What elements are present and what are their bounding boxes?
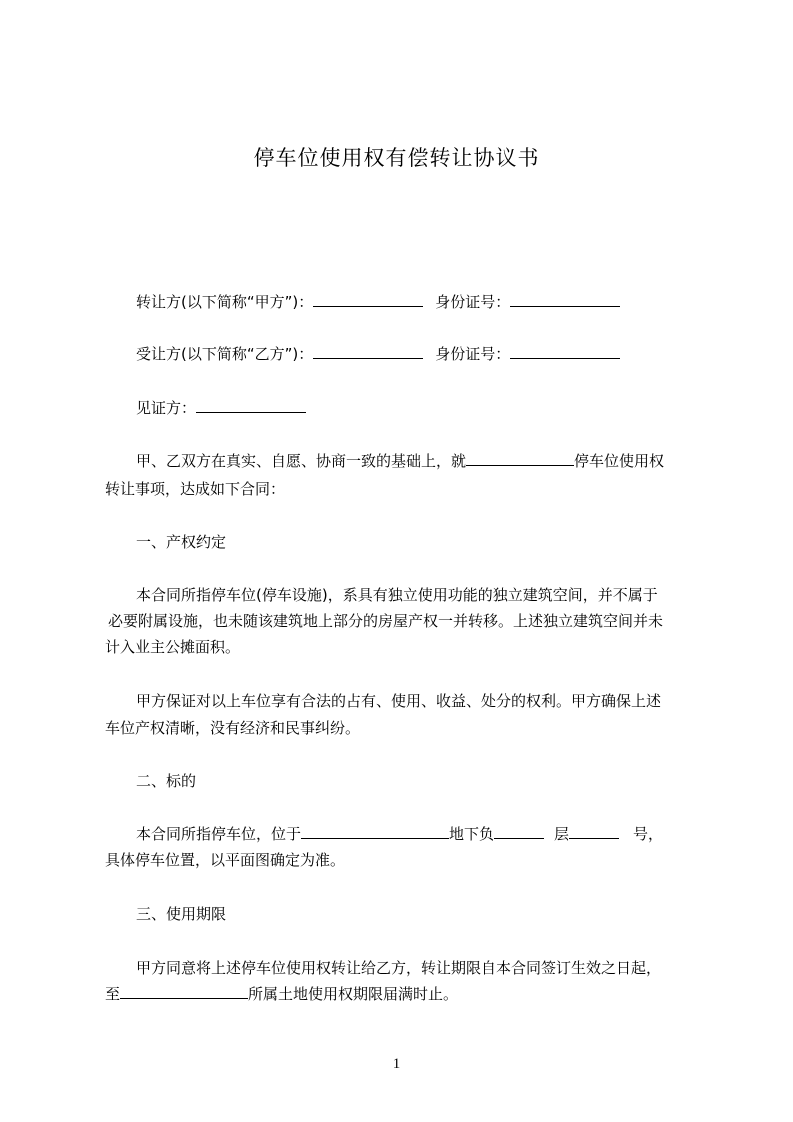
witness-line <box>136 398 306 418</box>
intro-location-blank[interactable] <box>466 451 574 466</box>
transferee-id-label: 身份证号： <box>435 345 511 363</box>
section3-line1: 甲方同意将上述停车位使用权转让给乙方，转让期限自本合同签订生效之日起， <box>136 959 662 977</box>
section2-line2: 具体停车位置，以平面图确定为准。 <box>105 851 346 869</box>
transferee-line <box>136 344 620 364</box>
space-number-blank[interactable] <box>569 824 619 839</box>
witness-label: 见证方： <box>136 399 197 417</box>
section1-p1-line2: 必要附属设施，也未随该建筑地上部分的房屋产权一并转移。上述独立建筑空间并未 <box>108 612 664 630</box>
section1-heading: 一、产权约定 <box>136 533 227 551</box>
section3-text-to: 至 <box>105 985 121 1003</box>
basement-level-blank[interactable] <box>494 824 544 839</box>
transferor-label: 转让方(以下简称“甲方”)： <box>136 293 314 311</box>
section3-heading: 三、使用期限 <box>136 905 227 923</box>
intro-line-1 <box>136 451 664 471</box>
transferee-name-blank[interactable] <box>313 344 423 359</box>
intro-text-2: 停车位使用权 <box>574 452 665 470</box>
section1-p1-line1: 本合同所指停车位(停车设施)，系具有独立使用功能的独立建筑空间，并不属于 <box>136 586 658 604</box>
section1-p1-line3: 计入业主公摊面积。 <box>105 638 241 656</box>
section2-text-3: 层 <box>554 825 570 843</box>
section1-p2-line1: 甲方保证对以上车位享有合法的占有、使用、收益、处分的权利。甲方确保上述 <box>136 692 662 710</box>
section2-text-4: 号， <box>633 825 664 843</box>
intro-line-2: 转让事项，达成如下合同： <box>105 480 286 498</box>
section3-line2 <box>105 984 458 1004</box>
section3-text-end: 所属土地使用权期限届满时止。 <box>248 985 459 1003</box>
page-number: 1 <box>392 1056 401 1072</box>
transferor-line <box>136 292 620 312</box>
section2-text-2: 地下负 <box>449 825 495 843</box>
transferee-id-blank[interactable] <box>510 344 620 359</box>
transferor-id-blank[interactable] <box>510 292 620 307</box>
transferor-name-blank[interactable] <box>313 292 423 307</box>
section2-heading: 二、标的 <box>136 772 197 790</box>
section1-p2-line2: 车位产权清晰，没有经济和民事纠纷。 <box>105 719 361 737</box>
intro-text-1: 甲、乙双方在真实、自愿、协商一致的基础上，就 <box>136 452 467 470</box>
section2-text-1: 本合同所指停车位，位于 <box>136 825 302 843</box>
section2-line1 <box>136 824 663 844</box>
transferor-id-label: 身份证号： <box>435 293 511 311</box>
transferee-label: 受让方(以下简称“乙方”)： <box>136 345 314 363</box>
term-end-blank[interactable] <box>120 984 248 999</box>
document-title: 停车位使用权有偿转让协议书 <box>253 146 540 170</box>
witness-name-blank[interactable] <box>196 398 306 413</box>
parking-location-blank[interactable] <box>301 824 449 839</box>
